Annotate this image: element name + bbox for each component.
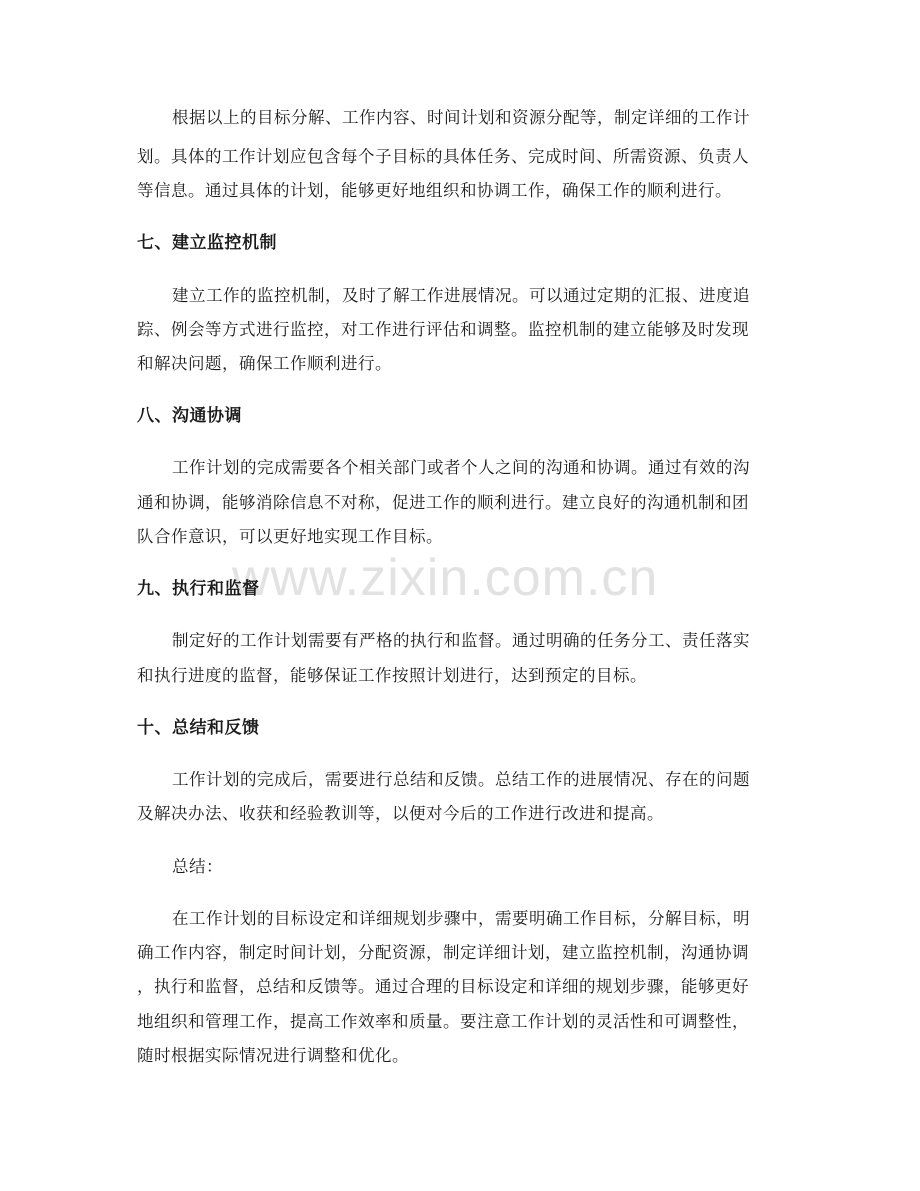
- paragraph-line: 工作计划的完成后，需要进行总结和反馈。总结工作的进展情况、存在的问题: [172, 770, 750, 789]
- section-heading: 十、总结和反馈: [137, 718, 260, 738]
- paragraph-line: 通和协调，能够消除信息不对称，促进工作的顺利进行。建立良好的沟通机制和团: [137, 493, 749, 512]
- section-heading: 八、沟通协调: [137, 406, 242, 426]
- watermark: www.zixin.com.cn: [232, 549, 659, 607]
- paragraph-line: 确工作内容，制定时间计划，分配资源，制定详细计划，建立监控机制，沟通协调: [137, 943, 749, 962]
- paragraph-line: 根据以上的目标分解、工作内容、时间计划和资源分配等，制定详细的工作计: [172, 108, 750, 127]
- paragraph-line: 在工作计划的目标设定和详细规划步骤中，需要明确工作目标，分解目标，明: [172, 909, 750, 928]
- paragraph-line: 随时根据实际情况进行调整和优化。: [137, 1046, 409, 1065]
- section-heading: 七、建立监控机制: [137, 233, 277, 253]
- paragraph-line: 划。具体的工作计划应包含每个子目标的具体任务、完成时间、所需资源、负责人: [137, 147, 749, 166]
- paragraph-line: 等信息。通过具体的计划，能够更好地组织和协调工作，确保工作的顺利进行。: [137, 181, 732, 200]
- section-heading: 九、执行和监督: [137, 579, 260, 599]
- paragraph-line: 地组织和管理工作，提高工作效率和质量。要注意工作计划的灵活性和可调整性，: [137, 1012, 749, 1031]
- paragraph-line: 队合作意识，可以更好地实现工作目标。: [137, 527, 443, 546]
- paragraph-line: 和解决问题，确保工作顺利进行。: [137, 354, 392, 373]
- paragraph-line: 制定好的工作计划需要有严格的执行和监督。通过明确的任务分工、责任落实: [172, 631, 750, 650]
- paragraph-line: 工作计划的完成需要各个相关部门或者个人之间的沟通和协调。通过有效的沟: [172, 458, 750, 477]
- paragraph-line: 踪、例会等方式进行监控，对工作进行评估和调整。监控机制的建立能够及时发现: [137, 320, 749, 339]
- paragraph-line: ，执行和监督，总结和反馈等。通过合理的目标设定和详细的规划步骤，能够更好: [137, 977, 749, 996]
- paragraph-line: 建立工作的监控机制，及时了解工作进展情况。可以通过定期的汇报、进度追: [172, 286, 750, 305]
- paragraph-line: 及解决办法、收获和经验教训等，以便对今后的工作进行改进和提高。: [137, 804, 664, 823]
- summary-label: 总结：: [172, 857, 223, 876]
- paragraph-line: 和执行进度的监督，能够保证工作按照计划进行，达到预定的目标。: [137, 666, 647, 685]
